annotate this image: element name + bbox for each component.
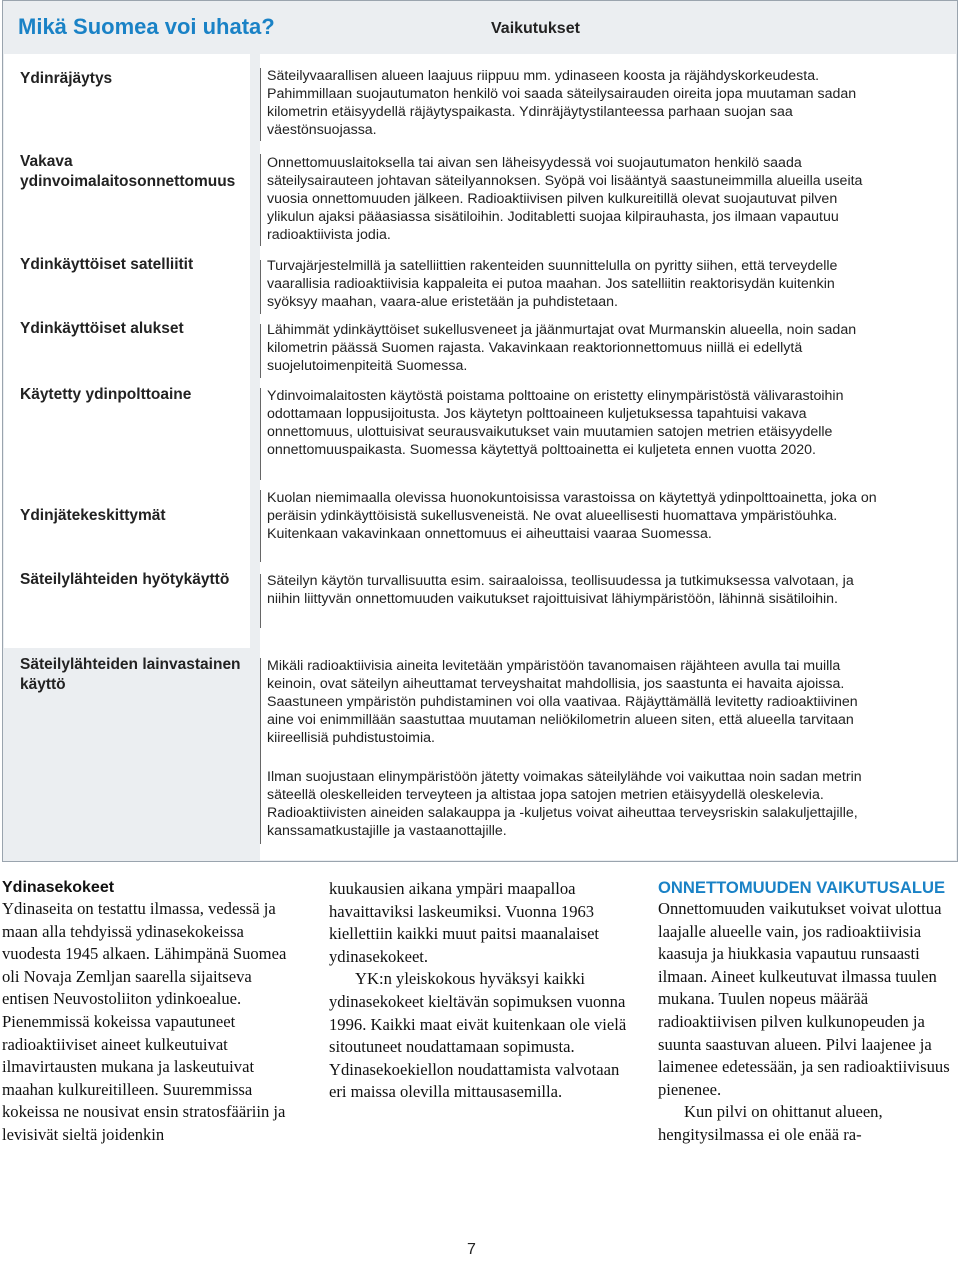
topic-ydinjatekeskittymat: Ydinjätekeskittymät [20, 507, 166, 524]
effect-hyotykaytto: Säteilyn käytön turvallisuutta esim. sairaaloissa, teollisuudessa ja tutkimuksessa valvotaan, ja niihin liittyvän onnettomuuden vaikutukset rajoittuisivat lähiympäristöön, lähinnä sisätiloihin. [267, 573, 854, 607]
ydinasekokeet-paragraph-2: kuukausien aikana ympäri maapalloa havaittaviksi laskeumiksi. Vuonna 1963 kiellettiin kaikki muut paitsi maanalaiset ydinasekokeet. [329, 879, 600, 966]
effect-ydinrajaytys: Säteilyvaarallisen alueen laajuus riippuu mm. ydinaseen koosta ja räjähdyskorkeudesta. Pahimmillaan suojautumaton henkilö voi saada säteilysairauden oireita jopa muutaman sadan kilometrin etäisyydellä räjäytyspaikasta. Ydinräjäytystilanteessa parhaan suojan saa väestönsuojassa. [267, 68, 857, 138]
effect-lainvastainen-kaytto-2: Ilman suojustaan elinympäristöön jätetty voimakas säteilylähde voi vaikuttaa noin sadan metrin säteellä oleskelleiden terveyteen ja altistaa jopa satojen metrien etäisyydellä oleskelevia. Radioaktiivisten aineiden salakauppa ja -kuljetus voivat aiheuttaa terveysriskin salakuljettajille, kanssamatkustajille ja vastaanottajille. [267, 769, 862, 839]
ydinasekokeet-column-2 [329, 878, 629, 1104]
row-divider [260, 574, 261, 628]
ydinasekokeet-column-1 [2, 878, 302, 1147]
row-divider [260, 260, 261, 314]
topic-satelliitit: Ydinkäyttöiset satelliitit [20, 256, 194, 273]
onnettomuuden-vaikutusalue-heading: ONNETTOMUUDEN VAIKUTUSALUE [658, 878, 946, 897]
topic-hyotykaytto: Säteilylähteiden hyötykäyttö [20, 571, 230, 588]
topic-ydinvoimalaitosonnettomuus: Vakava ydinvoimalaitosonnettomuus [20, 153, 236, 190]
page-number: 7 [467, 1241, 476, 1258]
row-divider [260, 68, 261, 141]
row-divider [260, 324, 261, 378]
onnettomuuden-vaikutusalue-column [658, 878, 958, 1147]
ydinasekokeet-paragraph-1: Ydinaseita on testattu ilmassa, vedessä ja maan alla tehdyissä ydinasekokeissa vuodesta 1945 alkaen. Lähimpänä Suomea oli Novaja Zemljan saarella sijaitseva entisen Neuvostoliiton ydinkoealue. Pienemmissä kokeissa vapautuneet radioaktiiviset aineet kulkeutuivat ilmavirtausten mukana ja laskeutuivat maahan kulkureitilleen. Suuremmissa kokeissa ne nousivat ensin stratosfääriin ja levisivät sieltä joidenkin [2, 899, 287, 1144]
effect-lainvastainen-kaytto: Mikäli radioaktiivisia aineita levitetään ympäristöön tavanomaisen räjähteen avulla tai muilla keinoin, ovat säteilyn aiheuttamat terveyshaitat mahdollisia, jos saastunta ei havaita ajoissa. Saastuneen ympäristön puhdistaminen voi olla vaativaa. Räjäyttämällä levitetty radioaktiivinen aine voi enimmillään saastuttaa muutaman neliökilometrin alueen siten, että alueella tarvitaan kiireellisiä puhdistustoimia. [267, 658, 858, 746]
row-divider [260, 388, 261, 480]
effects-column-heading: Vaikutukset [491, 20, 580, 37]
onnettomuuden-paragraph-1: Onnettomuuden vaikutukset voivat ulottua laajalle alueelle vain, jos radioaktiivisia kaasuja ja hiukkasia vapautuu runsaasti ilmaan. Aineet kulkeutuvat ilmassa tuulen mukana. Tuulen nopeus määrää radioaktiivisen pilven kulkunopeuden ja suunta saastuvan alueen. Pilvi laajenee ja laimenee edetessään, ja sen radioaktiivisuus pienenee. [658, 899, 950, 1099]
ydinasekokeet-paragraph-3: YK:n yleiskokous hyväksyi kaikki ydinasekokeet kieltävän sopimuksen vuonna 1996. Kaikki maat eivät kuitenkaan ole vielä sitoutuneet noudattamaan sopimusta. Ydinasekoekiellon noudattamista valvotaan eri maissa olevilla mittausasemilla. [329, 969, 627, 1102]
effect-satelliitit: Turvajärjestelmillä ja satelliittien rakenteiden suunnittelulla on pyritty siihen, että terveydelle vaarallisia radioaktiivisia kappaleita ei putoa maahan. Jos satelliitin reaktorisydän kuitenkin syöksyy maahan, vaara-alue eristetään ja puhdistetaan. [267, 258, 838, 310]
topic-ydinrajaytys: Ydinräjäytys [20, 70, 113, 87]
effect-ydinvoimalaitosonnettomuus: Onnettomuuslaitoksella tai aivan sen läheisyydessä voi suojautumaton henkilö saada säteilysairauteen johtavan säteilyannoksen. Syöpä voi lisääntyä saastuneimmilla alueilla useita vuosia onnettomuuden jälkeen. Radioaktiivisen pilven kulkureitillä olevat suojautuvat pilven ylikulun ajaksi pääasiassa sisätiloihin. Joditabletti suojaa kilpirauhasta, jos ilmaan vapautuu radioaktiivista jodia. [267, 155, 863, 243]
effect-ydinpolttoaine: Ydinvoimalaitosten käytöstä poistama polttoaine on eristetty elinympäristöstä välivarastoihin odottamaan loppusijoitusta. Jos käytetyn polttoaineen kuljetuksessa tapahtuisi vakava onnettomuus, ulottuisivat seurausvaikutukset vain muutamien satojen metrien etäisyydelle onnettomuuspaikasta. Suomessa käytettyä polttoainetta ei kuljeteta ennen vuotta 2020. [267, 388, 844, 458]
topics-column [4, 54, 250, 648]
row-divider [260, 154, 261, 246]
ydinasekokeet-heading: Ydinasekokeet [2, 879, 115, 896]
onnettomuuden-paragraph-2: Kun pilvi on ohittanut alueen, hengitysilmassa ei ole enää ra- [658, 1102, 883, 1144]
row-divider [260, 658, 261, 844]
row-divider [260, 490, 261, 562]
topic-lainvastainen-kaytto: Säteilylähteiden lainvastainen käyttö [20, 656, 241, 693]
page-title: Mikä Suomea voi uhata? [18, 14, 275, 39]
effect-alukset: Lähimmät ydinkäyttöiset sukellusveneet ja jäänmurtajat ovat Murmanskin alueella, noin sadan kilometrin päässä Suomen rajasta. Vakavinkaan reaktorionnettomuus niillä ei edellytä suojelutoimenpiteitä Suomessa. [267, 322, 857, 374]
effect-ydinjatekeskittymat: Kuolan niemimaalla olevissa huonokuntoisissa varastoissa on käytettyä ydinpolttoainetta, joka on peräisin ydinkäyttöisistä sukellusveneistä. Ne ovat alueellisesti huomattava ympäristöuhka. Kuitenkaan vakavinkaan onnettomuus ei aiheuttaisi vaaraa Suomessa. [267, 490, 877, 542]
topic-alukset: Ydinkäyttöiset alukset [20, 320, 184, 337]
topic-ydinpolttoaine: Käytetty ydinpolttoaine [20, 386, 192, 403]
